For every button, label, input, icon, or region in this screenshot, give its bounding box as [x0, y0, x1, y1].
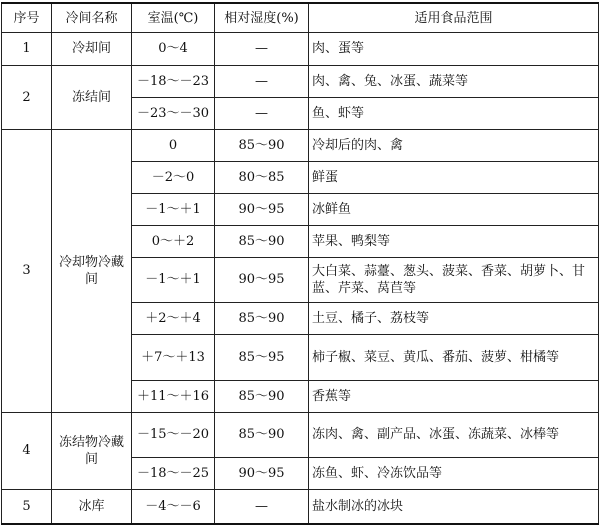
humidity-cell: —	[215, 97, 309, 129]
table-row	[2, 65, 599, 97]
foods-cell: 香蕉等	[309, 380, 599, 412]
cold-storage-table	[1, 2, 599, 525]
foods-cell: 冷却后的肉、禽	[309, 129, 599, 161]
temperature-cell: －4～－6	[132, 490, 215, 524]
foods-cell: 大白菜、蒜薹、葱头、菠菜、香菜、胡萝卜、甘蓝、芹菜、莴苣等	[309, 257, 599, 302]
humidity-cell: —	[215, 33, 309, 65]
row-number: 3	[2, 129, 52, 412]
humidity-cell: 90～95	[215, 257, 309, 302]
temperature-cell: 0～4	[132, 33, 215, 65]
humidity-cell: 90～95	[215, 458, 309, 490]
header-row	[2, 3, 599, 33]
temperature-cell: －18～－25	[132, 458, 215, 490]
foods-cell: 土豆、橘子、荔枝等	[309, 303, 599, 335]
humidity-cell: —	[215, 65, 309, 97]
humidity-cell: 85～90	[215, 380, 309, 412]
humidity-cell: 85～90	[215, 303, 309, 335]
humidity-cell: 85～90	[215, 412, 309, 457]
foods-cell: 冻鱼、虾、冷冻饮品等	[309, 458, 599, 490]
temperature-cell: －1～＋1	[132, 193, 215, 225]
foods-cell: 鱼、虾等	[309, 97, 599, 129]
temperature-cell: 0～＋2	[132, 225, 215, 257]
foods-cell: 鲜蛋	[309, 161, 599, 193]
foods-cell: 冰鲜鱼	[309, 193, 599, 225]
temperature-cell: －23～－30	[132, 97, 215, 129]
header-foods: 适用食品范围	[309, 3, 599, 33]
room-name: 冷却间	[52, 33, 132, 65]
row-number: 1	[2, 33, 52, 65]
foods-cell: 苹果、鸭梨等	[309, 225, 599, 257]
temperature-cell: ＋2～＋4	[132, 303, 215, 335]
table-row	[2, 129, 599, 161]
room-name: 冻结间	[52, 65, 132, 129]
room-name: 冷却物冷藏间	[52, 129, 132, 412]
foods-cell: 冻肉、禽、副产品、冰蛋、冻蔬菜、冰棒等	[309, 412, 599, 457]
foods-cell: 盐水制冰的冰块	[309, 490, 599, 524]
temperature-cell: 0	[132, 129, 215, 161]
header-room: 冷间名称	[52, 3, 132, 33]
row-number: 2	[2, 65, 52, 129]
humidity-cell: —	[215, 490, 309, 524]
temperature-cell: －2～0	[132, 161, 215, 193]
header-no: 序号	[2, 3, 52, 33]
temperature-cell: －18～－23	[132, 65, 215, 97]
row-number: 5	[2, 490, 52, 524]
humidity-cell: 85～90	[215, 129, 309, 161]
temperature-cell: －1～＋1	[132, 257, 215, 302]
foods-cell: 柿子椒、菜豆、黄瓜、番茄、菠萝、柑橘等	[309, 335, 599, 380]
header-temp: 室温(℃)	[132, 3, 215, 33]
row-number: 4	[2, 412, 52, 490]
humidity-cell: 85～90	[215, 225, 309, 257]
table-row	[2, 412, 599, 457]
room-name: 冻结物冷藏间	[52, 412, 132, 490]
temperature-cell: －15～－20	[132, 412, 215, 457]
humidity-cell: 80～85	[215, 161, 309, 193]
table-row	[2, 490, 599, 524]
header-humidity: 相对湿度(%)	[215, 3, 309, 33]
humidity-cell: 85～95	[215, 335, 309, 380]
temperature-cell: ＋11～＋16	[132, 380, 215, 412]
foods-cell: 肉、蛋等	[309, 33, 599, 65]
table-row	[2, 33, 599, 65]
room-name: 冰库	[52, 490, 132, 524]
foods-cell: 肉、禽、兔、冰蛋、蔬菜等	[309, 65, 599, 97]
humidity-cell: 90～95	[215, 193, 309, 225]
temperature-cell: ＋7～＋13	[132, 335, 215, 380]
